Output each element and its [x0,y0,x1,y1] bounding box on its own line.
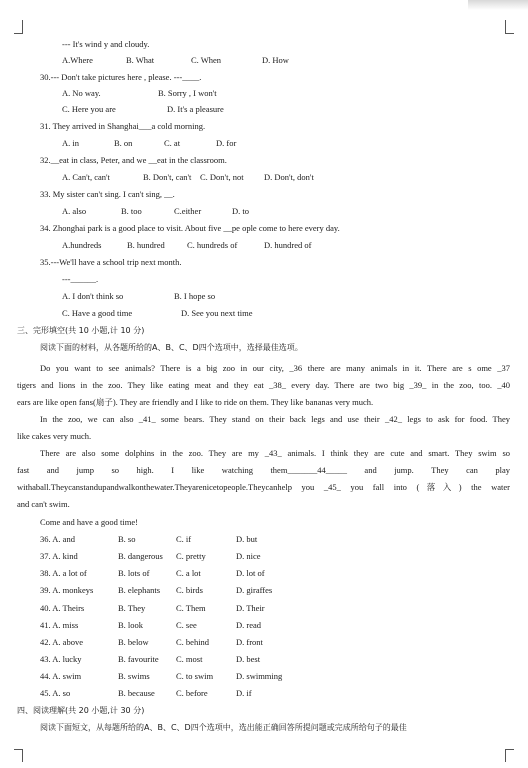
answer-option: C. behind [176,637,210,647]
answer-option: B. because [118,688,155,698]
crop-mark-bottom-left [14,749,23,750]
cloze-option-row: 39. A. monkeys [40,585,94,595]
answer-option: C. a lot [176,568,201,578]
crop-mark-bottom-left [14,750,23,762]
passage-line: fast and jump so high. I like watching them_______44_____ and jump. They can play [17,465,510,475]
cloze-option-row: 41. A. miss [40,620,79,630]
answer-option: D. hundred of [264,240,312,250]
answer-option: C. pretty [176,551,206,561]
question-stem: ---______. [62,274,99,284]
question-stem: 32.__eat in class, Peter, and we __eat in the classroom. [40,155,227,165]
answer-option: B. Sorry , I won't [158,88,217,98]
section-4-instruction: 阅读下面短文，从每题所给的A、B、C、D四个选项中，选出能正确回答所提问题或完成所给句子的最佳 [40,723,407,732]
answer-option: B. dangerous [118,551,163,561]
question-stem: 31. They arrived in Shanghai___a cold morning. [40,121,206,131]
passage-line: Come and have a good time! [40,517,138,527]
answer-option: B. I hope so [174,291,216,301]
answer-option: B. below [118,637,149,647]
crop-mark-bottom-right [505,749,514,750]
passage-line: In the zoo, we can also _41_ some bears. They stand on their back legs and use their _42_ legs to ask for food. They [40,414,510,424]
answer-option: D. nice [236,551,261,561]
answer-option: C. before [176,688,208,698]
cloze-option-row: 44. A. swim [40,671,82,681]
answer-option: C. Them [176,603,206,613]
answer-option: D. It's a pleasure [167,104,224,114]
answer-option: B. Don't, can't [143,172,192,182]
answer-option: B. favourite [118,654,159,664]
answer-option: A.hundreds [62,240,102,250]
question-stem: 30.--- Don't take pictures here , please. ---____. [40,72,202,82]
cloze-option-row: 37. A. kind [40,551,78,561]
crop-mark-top-right [505,33,514,34]
question-stem: --- It's wind y and cloudy. [62,39,150,49]
crop-mark-top-right [505,20,514,34]
answer-option: D. lot of [236,568,265,578]
cloze-option-row: 40. A. Theirs [40,603,85,613]
answer-option: B. elephants [118,585,161,595]
answer-option: D. swimming [236,671,283,681]
answer-option: D. but [236,534,258,544]
answer-option: C. if [176,534,192,544]
cloze-option-row: 45. A. so [40,688,71,698]
answer-option: B. They [118,603,146,613]
section-3-instruction: 阅读下面的材料，从各题所给的A、B、C、D四个选项中，选择最佳选项。 [40,343,303,352]
answer-option: C. at [164,138,181,148]
answer-option: D. Their [236,603,265,613]
answer-option: C. Here you are [62,104,116,114]
answer-option: C. Don't, not [200,172,244,182]
answer-option: C. hundreds of [187,240,238,250]
answer-option: B. What [126,55,155,65]
answer-option: D. giraffes [236,585,273,595]
answer-option: B. so [118,534,136,544]
passage-line: like cakes very much. [17,431,92,441]
answer-option: C.either [174,206,202,216]
answer-option: D. to [232,206,249,216]
section-3-title: 三、完形填空(共 10 小题,计 10 分) [17,326,145,335]
answer-option: C. birds [176,585,203,595]
question-stem: 33. My sister can't sing. I can't sing, __. [40,189,175,199]
answer-option: A. I don't think so [62,291,124,301]
answer-option: B. swims [118,671,150,681]
answer-option: C. most [176,654,203,664]
crop-mark-top-left [14,33,23,34]
answer-option: A. Can't, can't [62,172,110,182]
passage-line: There are also some dolphins in the zoo. They are my _43_ animals. I think they are cute and smart. They swim so [40,448,510,458]
answer-option: B. lots of [118,568,150,578]
answer-option: C. When [191,55,222,65]
answer-option: B. too [121,206,142,216]
answer-option: D. Don't, don't [264,172,314,182]
answer-option: D. front [236,637,263,647]
answer-option: A. also [62,206,87,216]
page-edge-shadow [468,0,528,10]
section-4-title: 四、阅读理解(共 20 小题,计 30 分) [17,706,145,715]
answer-option: D. for [216,138,237,148]
answer-option: D. See you next time [181,308,253,318]
answer-option: C. see [176,620,197,630]
passage-line: and can't swim. [17,499,70,509]
question-stem: 34. Zhonghai park is a good place to visit. About five __pe ople come to here every day. [40,223,340,233]
answer-option: D. read [236,620,262,630]
cloze-option-row: 36. A. and [40,534,75,544]
answer-option: B. hundred [127,240,165,250]
answer-option: B. look [118,620,144,630]
passage-line: withaball.Theycanstandupandwalkonthewater.Theyarenicetopeople.Theycanhelp you _45_ you fall into (落入) the water [17,482,510,492]
cloze-option-row: 38. A. a lot of [40,568,87,578]
answer-option: D. if [236,688,252,698]
passage-line: Do you want to see animals? There is a big zoo in our city, _36 there are many animals in it. There are s ome _37 [40,363,510,373]
answer-option: D. How [262,55,289,65]
cloze-option-row: 43. A. lucky [40,654,82,664]
answer-option: A. in [62,138,79,148]
answer-option: C. Have a good time [62,308,133,318]
answer-option: A.Where [62,55,93,65]
answer-option: B. on [114,138,133,148]
answer-option: D. best [236,654,261,664]
passage-line: tigers and lions in the zoo. They like eating meat and they eat _38_ every day. There are two big _39_ in the zoo, too. _40 [17,380,510,390]
crop-mark-bottom-right [505,750,514,762]
crop-mark-top-left [14,20,23,34]
question-stem: 35.---We'll have a school trip next month. [40,257,182,267]
cloze-option-row: 42. A. above [40,637,83,647]
passage-line: ears are like open fans(扇子). They are friendly and I like to ride on them. They like bananas very much. [17,397,374,407]
answer-option: C. to swim [176,671,214,681]
answer-option: A. No way. [62,88,101,98]
